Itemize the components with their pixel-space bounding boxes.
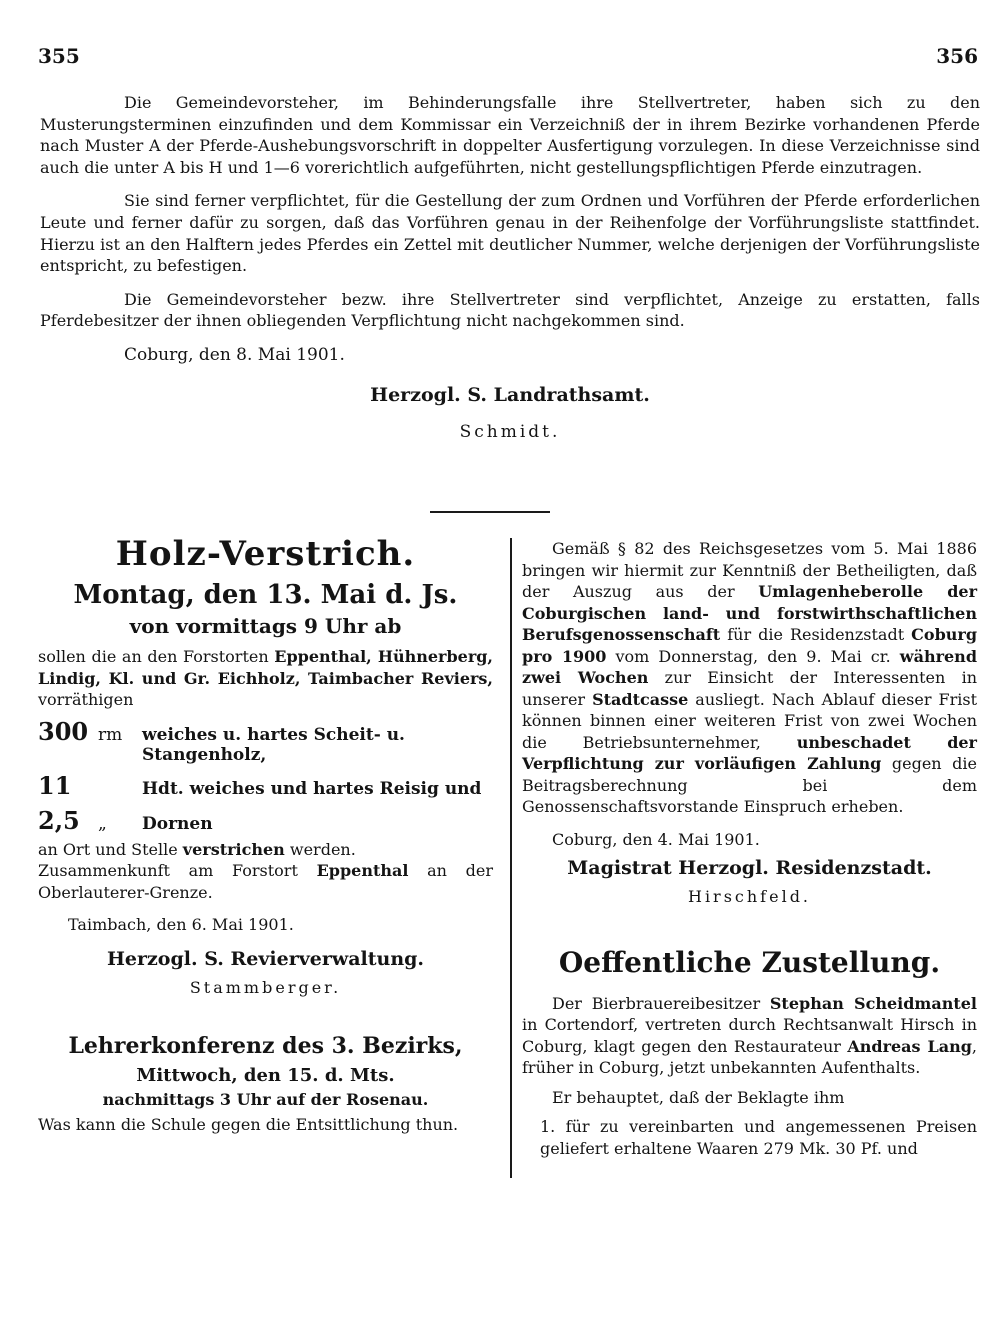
page-number-left: 355: [38, 44, 80, 68]
page-number-right: 356: [936, 44, 978, 68]
holz-date: Montag, den 13. Mai d. Js.: [73, 580, 458, 610]
holz-meeting: Zusammenkunft am Forstort Eppenthal an der Oberlauterer-Grenze.: [38, 861, 494, 902]
holz-intro: sollen die an den Forstorten Eppenthal, Hühnerberg, Lindig, Kl. und Gr. Eichholz, Taimbacher Reviers, vorräthigen: [38, 647, 494, 709]
holz-dateline: Taimbach, den 6. Mai 1901.: [68, 915, 294, 934]
left-column: [38, 532, 493, 1134]
zustellung-claim: Er behauptet, daß der Beklagte ihm: [552, 1087, 845, 1107]
zustellung-item-1: 1. für zu vereinbarten und angemessenen Preisen geliefert erhaltene Waaren 279 Mk. 30 Pf. und: [540, 1117, 977, 1158]
right-column: [522, 538, 977, 1159]
conference-time: nachmittags 3 Uhr auf der Rosenau.: [102, 1090, 429, 1109]
holz-item: 2,5 „ Dornen: [38, 805, 213, 835]
notice-signature: Schmidt.: [459, 421, 561, 442]
notice-paragraph-2: Sie sind ferner verpflichtet, für die Gestellung der zum Ordnen und Vorführen der Pferde erforderlichen Leute und ferner dafür zu sorgen, daß das Vorführen genau in der Reihenfolge der Vorführungsliste stattfindet. Hierzu ist an den Halftern jedes Pferdes ein Zettel mit deutlicher Nummer, welche derjenigen der Vorführungsliste entspricht, zu befestigen.: [40, 191, 980, 276]
notice-paragraph-3: Die Gemeindevorsteher bezw. ihre Stellvertreter sind verpflichtet, Anzeige zu erstatten, falls Pferdebesitzer der ihnen obliegenden Verpflichtung nicht nachgekommen sind.: [40, 289, 980, 331]
zustellung-title: Oeffentliche Zustellung.: [558, 945, 941, 979]
holz-title: Holz-Verstrich.: [115, 534, 416, 574]
umlage-dateline: Coburg, den 4. Mai 1901.: [552, 829, 760, 849]
holz-item: 300 rm weiches u. hartes Scheit- u. Stangenholz,: [38, 716, 405, 765]
umlage-notice: Gemäß § 82 des Reichsgesetzes vom 5. Mai 1886 bringen wir hiermit zur Kenntniß der Betheiligten, daß der Auszug aus der Umlagenheberolle der Coburgischen land- und forstwirthschaftlichen Berufsgenossenschaft für die Residenzstadt Coburg pro 1900 vom Donnerstag, den 9. Mai cr. während zwei Wochen zur Einsicht der Interessenten in unserer Stadtcasse ausliegt. Nach Ablauf dieser Frist können binnen einer weiteren Frist von zwei Wochen die Betriebsunternehmer, unbeschadet der Verpflichtung zur vorläufigen Zahlung gegen die Beitragsberechnung bei dem Genossenschaftsvorstande Einspruch erheben.: [522, 539, 978, 816]
conference-date: Mittwoch, den 15. d. Mts.: [136, 1065, 395, 1086]
holz-time: von vormittags 9 Uhr ab: [129, 614, 402, 638]
umlage-signature: Hirschfeld.: [687, 886, 812, 906]
notice-authority: Herzogl. S. Landrathsamt.: [370, 383, 650, 406]
umlage-authority: Magistrat Herzogl. Residenzstadt.: [567, 856, 932, 879]
section-divider: [430, 511, 550, 513]
zustellung-text: Der Bierbrauereibesitzer Stephan Scheidmantel in Cortendorf, vertreten durch Rechtsanwalt Hirsch in Coburg, klagt gegen den Restaurateur Andreas Lang, früher in Coburg, jetzt unbekannten Aufenthalts.: [522, 993, 977, 1077]
holz-item: 11 Hdt. weiches und hartes Reisig und: [38, 770, 482, 800]
musterung-notice: [40, 92, 980, 442]
holz-authority: Herzogl. S. Revierverwaltung.: [106, 948, 425, 970]
notice-paragraph-1: Die Gemeindevorsteher, im Behinderungsfalle ihre Stellvertreter, haben sich zu den Musterungsterminen einzufinden und dem Kommissar ein Verzeichniß der in ihrem Bezirke vorhandenen Pferde nach Muster A der Pferde-Aushebungsvorschrift in doppelter Ausfertigung vorzulegen. In diese Verzeichnisse sind auch die unter A bis H und 1—6 vorerichtlich aufgeführten, nicht gestellungspflichtigen Pferde einzutragen.: [40, 93, 980, 177]
holz-place: an Ort und Stelle verstrichen werden.: [38, 839, 356, 859]
conference-topic: Was kann die Schule gegen die Entsittlichung thun.: [38, 1115, 459, 1134]
column-rule: [510, 538, 512, 1178]
holz-signature: Stammberger.: [189, 978, 342, 997]
notice-dateline: Coburg, den 8. Mai 1901.: [124, 344, 345, 365]
conference-title: Lehrerkonferenz des 3. Bezirks,: [68, 1033, 463, 1059]
